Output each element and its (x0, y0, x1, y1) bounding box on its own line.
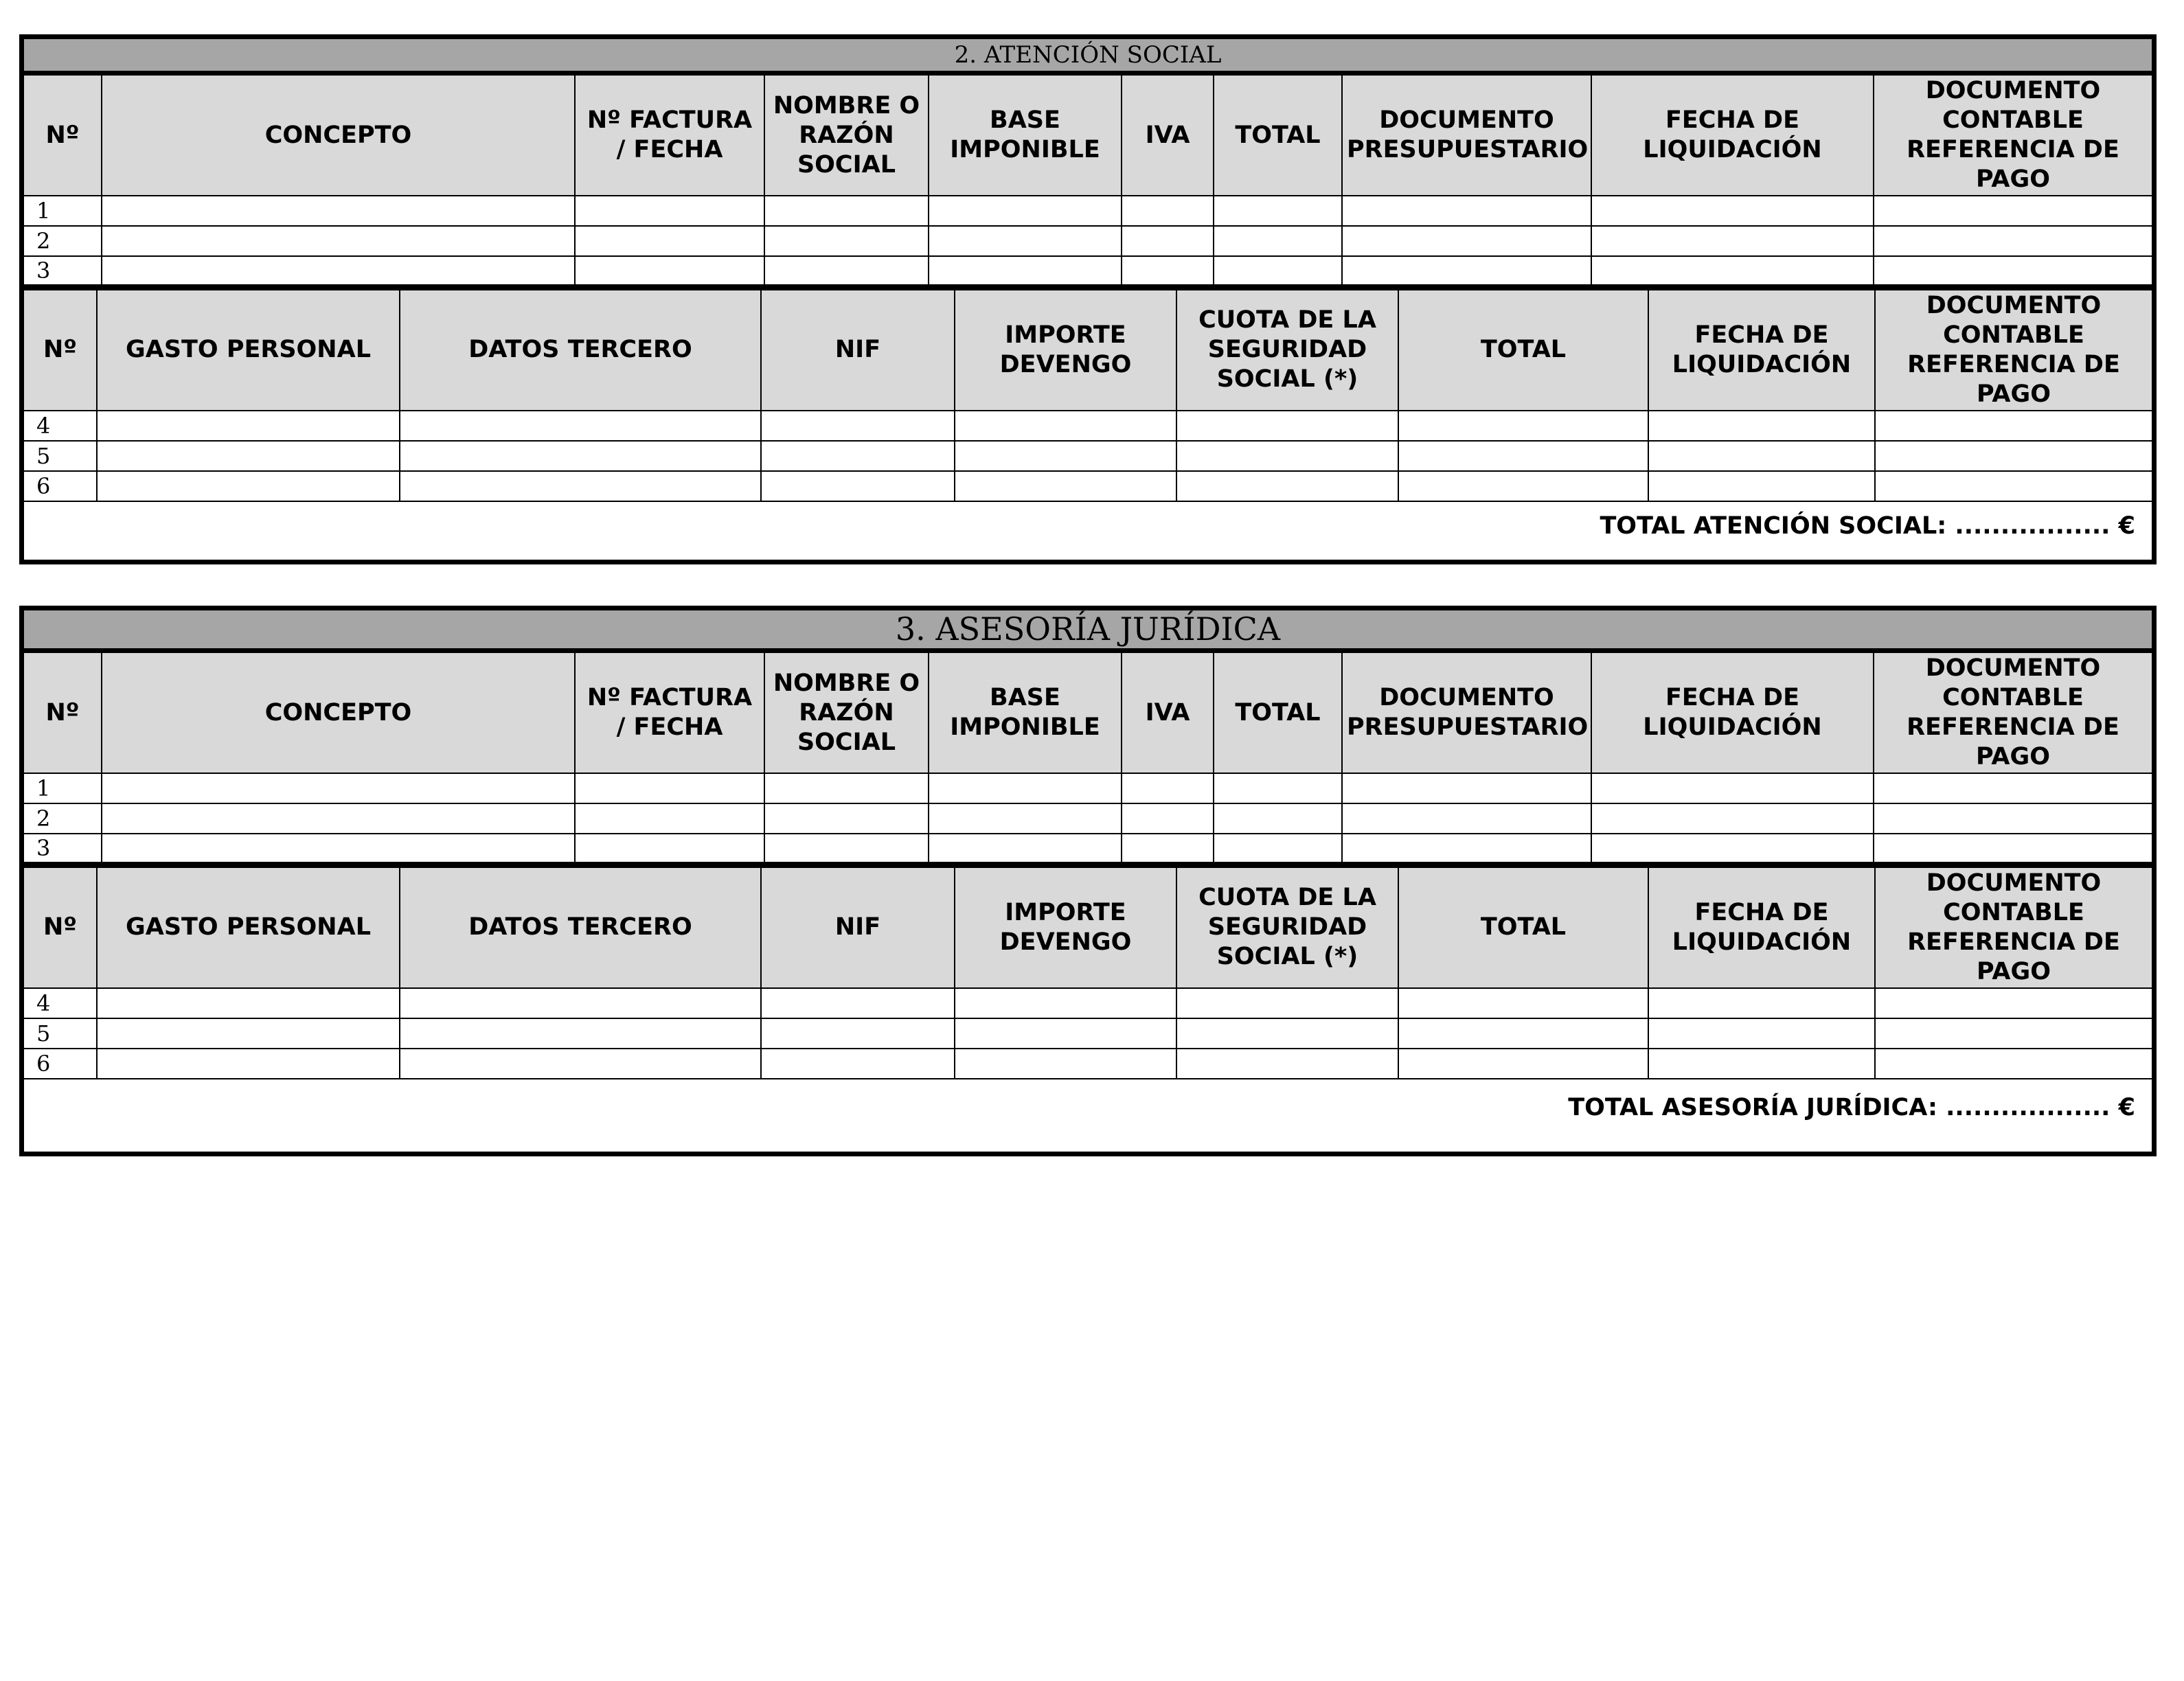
header-importe-devengo: IMPORTE DEVENGO (955, 290, 1176, 411)
header-documento-contable: DOCUMENTO CONTABLE REFERENCIA DE PAGO (1875, 290, 2152, 411)
header-nif: NIF (761, 290, 955, 411)
header-fecha-liquidacion: FECHA DE LIQUIDACIÓN (1648, 290, 1875, 411)
header-factura-fecha: Nº FACTURA / FECHA (575, 652, 764, 773)
table-cell[interactable] (1342, 226, 1591, 256)
table-cell[interactable] (400, 441, 761, 471)
table-cell[interactable] (764, 256, 929, 286)
table-cell[interactable] (1875, 1049, 2152, 1079)
table-cell[interactable] (97, 1049, 400, 1079)
header-base-imponible: BASE IMPONIBLE (929, 652, 1122, 773)
table-cell[interactable] (1591, 196, 1874, 226)
table-cell[interactable] (764, 834, 929, 864)
table-cell[interactable] (400, 988, 761, 1018)
table-cell[interactable] (1214, 803, 1342, 834)
header-nif: NIF (761, 867, 955, 988)
table-cell[interactable] (575, 196, 764, 226)
table-cell[interactable] (929, 256, 1122, 286)
personnel-table (24, 289, 2152, 502)
table-cell[interactable] (764, 196, 929, 226)
table-cell[interactable] (102, 256, 575, 286)
table-cell[interactable] (1122, 803, 1214, 834)
table-cell[interactable] (1591, 803, 1874, 834)
table-row (24, 803, 2152, 834)
table-cell[interactable] (1591, 226, 1874, 256)
table-header-row (24, 652, 2152, 773)
row-number: 3 (24, 834, 102, 864)
header-fecha-liquidacion: FECHA DE LIQUIDACIÓN (1648, 867, 1875, 988)
header-cuota-seguridad-social: CUOTA DE LA SEGURIDAD SOCIAL (*) (1176, 290, 1398, 411)
table-cell[interactable] (1398, 1018, 1648, 1049)
table-cell[interactable] (761, 1049, 955, 1079)
header-iva: IVA (1122, 75, 1214, 196)
row-number: 4 (24, 988, 97, 1018)
table-cell[interactable] (102, 196, 575, 226)
table-cell[interactable] (400, 411, 761, 441)
header-concepto: CONCEPTO (102, 652, 575, 773)
row-number: 6 (24, 471, 97, 501)
table-cell[interactable] (1398, 411, 1648, 441)
table-cell[interactable] (1874, 226, 2152, 256)
header-documento-contable: DOCUMENTO CONTABLE REFERENCIA DE PAGO (1874, 75, 2152, 196)
header-documento-presupuestario: DOCUMENTO PRESUPUESTARIO (1342, 652, 1591, 773)
personnel-table (24, 867, 2152, 1079)
table-cell[interactable] (1874, 773, 2152, 803)
table-cell[interactable] (764, 803, 929, 834)
table-cell[interactable] (1122, 834, 1214, 864)
table-cell[interactable] (1342, 256, 1591, 286)
table-cell[interactable] (929, 226, 1122, 256)
table-row (24, 196, 2152, 226)
table-cell[interactable] (955, 1049, 1176, 1079)
table-cell[interactable] (764, 226, 929, 256)
table-cell[interactable] (1398, 1049, 1648, 1079)
header-fecha-liquidacion: FECHA DE LIQUIDACIÓN (1591, 652, 1874, 773)
table-cell[interactable] (955, 441, 1176, 471)
header-concepto: CONCEPTO (102, 75, 575, 196)
row-number: 1 (24, 196, 102, 226)
table-row (24, 988, 2152, 1018)
table-cell[interactable] (1122, 196, 1214, 226)
row-number: 1 (24, 773, 102, 803)
section-title: 3. ASESORÍA JURÍDICA (24, 610, 2152, 652)
header-gasto-personal: GASTO PERSONAL (97, 867, 400, 988)
table-cell[interactable] (400, 1018, 761, 1049)
row-number: 3 (24, 256, 102, 286)
table-cell[interactable] (1214, 226, 1342, 256)
table-cell[interactable] (955, 411, 1176, 441)
table-cell[interactable] (1875, 471, 2152, 501)
table-cell[interactable] (97, 1018, 400, 1049)
table-cell[interactable] (1875, 441, 2152, 471)
table-cell[interactable] (1122, 773, 1214, 803)
table-cell[interactable] (1176, 411, 1398, 441)
table-cell[interactable] (1591, 256, 1874, 286)
invoice-table (24, 652, 2152, 867)
header-datos-tercero: DATOS TERCERO (400, 290, 761, 411)
table-cell[interactable] (575, 773, 764, 803)
table-cell[interactable] (1648, 471, 1875, 501)
table-cell[interactable] (1875, 988, 2152, 1018)
table-row (24, 773, 2152, 803)
table-cell[interactable] (1214, 834, 1342, 864)
table-cell[interactable] (1214, 196, 1342, 226)
header-base-imponible: BASE IMPONIBLE (929, 75, 1122, 196)
table-cell[interactable] (102, 773, 575, 803)
header-cuota-seguridad-social: CUOTA DE LA SEGURIDAD SOCIAL (*) (1176, 867, 1398, 988)
table-cell[interactable] (955, 988, 1176, 1018)
table-cell[interactable] (1342, 773, 1591, 803)
header-total: TOTAL (1214, 652, 1342, 773)
header-documento-presupuestario: DOCUMENTO PRESUPUESTARIO (1342, 75, 1591, 196)
table-cell[interactable] (1648, 1018, 1875, 1049)
table-cell[interactable] (1122, 256, 1214, 286)
header-nombre-razon-social: NOMBRE O RAZÓN SOCIAL (764, 652, 929, 773)
table-cell[interactable] (1874, 196, 2152, 226)
table-header-row (24, 75, 2152, 196)
table-cell[interactable] (400, 1049, 761, 1079)
table-cell[interactable] (1176, 471, 1398, 501)
header-nombre-razon-social: NOMBRE O RAZÓN SOCIAL (764, 75, 929, 196)
table-cell[interactable] (1398, 471, 1648, 501)
table-cell[interactable] (97, 441, 400, 471)
table-cell[interactable] (575, 256, 764, 286)
table-cell[interactable] (1648, 1049, 1875, 1079)
table-header-row (24, 867, 2152, 988)
table-cell[interactable] (929, 196, 1122, 226)
header-numero: Nº (24, 290, 97, 411)
table-row (24, 411, 2152, 441)
header-iva: IVA (1122, 652, 1214, 773)
header-datos-tercero: DATOS TERCERO (400, 867, 761, 988)
table-row (24, 471, 2152, 501)
table-cell[interactable] (97, 411, 400, 441)
table-cell[interactable] (1176, 988, 1398, 1018)
table-cell[interactable] (764, 773, 929, 803)
table-cell[interactable] (929, 803, 1122, 834)
table-row (24, 1049, 2152, 1079)
table-cell[interactable] (1591, 773, 1874, 803)
table-cell[interactable] (1342, 196, 1591, 226)
table-cell[interactable] (102, 803, 575, 834)
table-row (24, 1018, 2152, 1049)
header-total: TOTAL (1398, 867, 1648, 988)
table-cell[interactable] (1342, 834, 1591, 864)
table-cell[interactable] (761, 988, 955, 1018)
header-importe-devengo: IMPORTE DEVENGO (955, 867, 1176, 988)
table-cell[interactable] (1176, 1049, 1398, 1079)
section-atencion-social (19, 34, 2157, 564)
header-fecha-liquidacion: FECHA DE LIQUIDACIÓN (1591, 75, 1874, 196)
table-cell[interactable] (1214, 256, 1342, 286)
header-total: TOTAL (1398, 290, 1648, 411)
table-row (24, 441, 2152, 471)
header-gasto-personal: GASTO PERSONAL (97, 290, 400, 411)
table-cell[interactable] (1398, 988, 1648, 1018)
table-cell[interactable] (1342, 803, 1591, 834)
header-documento-contable: DOCUMENTO CONTABLE REFERENCIA DE PAGO (1874, 652, 2152, 773)
table-cell[interactable] (1648, 441, 1875, 471)
section-total: TOTAL ATENCIÓN SOCIAL: ................. € (1600, 512, 2135, 540)
table-cell[interactable] (1874, 803, 2152, 834)
table-cell[interactable] (1874, 834, 2152, 864)
row-number: 6 (24, 1049, 97, 1079)
table-cell[interactable] (1874, 256, 2152, 286)
table-cell[interactable] (97, 471, 400, 501)
table-cell[interactable] (1122, 226, 1214, 256)
table-cell[interactable] (97, 988, 400, 1018)
header-numero: Nº (24, 652, 102, 773)
table-cell[interactable] (761, 441, 955, 471)
header-documento-contable: DOCUMENTO CONTABLE REFERENCIA DE PAGO (1875, 867, 2152, 988)
row-number: 4 (24, 411, 97, 441)
table-cell[interactable] (1648, 411, 1875, 441)
invoice-table (24, 74, 2152, 289)
header-factura-fecha: Nº FACTURA / FECHA (575, 75, 764, 196)
table-cell[interactable] (929, 773, 1122, 803)
table-cell[interactable] (102, 226, 575, 256)
table-cell[interactable] (1875, 411, 2152, 441)
table-cell[interactable] (1648, 988, 1875, 1018)
table-cell[interactable] (1398, 441, 1648, 471)
table-cell[interactable] (761, 1018, 955, 1049)
header-numero: Nº (24, 867, 97, 988)
row-number: 5 (24, 1018, 97, 1049)
table-cell[interactable] (1176, 441, 1398, 471)
header-numero: Nº (24, 75, 102, 196)
section-title: 2. ATENCIÓN SOCIAL (24, 39, 2152, 74)
table-cell[interactable] (761, 471, 955, 501)
table-cell[interactable] (1214, 773, 1342, 803)
table-cell[interactable] (575, 834, 764, 864)
row-number: 5 (24, 441, 97, 471)
table-cell[interactable] (955, 1018, 1176, 1049)
table-cell[interactable] (955, 471, 1176, 501)
table-cell[interactable] (102, 834, 575, 864)
table-cell[interactable] (1176, 1018, 1398, 1049)
header-total: TOTAL (1214, 75, 1342, 196)
section-total: TOTAL ASESORÍA JURÍDICA: .................. € (1568, 1093, 2135, 1121)
table-row (24, 256, 2152, 286)
table-cell[interactable] (400, 471, 761, 501)
row-number: 2 (24, 226, 102, 256)
table-cell[interactable] (1591, 834, 1874, 864)
table-cell[interactable] (575, 226, 764, 256)
table-cell[interactable] (1875, 1018, 2152, 1049)
section-asesoria-juridica (19, 606, 2157, 1156)
table-row (24, 226, 2152, 256)
table-cell[interactable] (929, 834, 1122, 864)
table-cell[interactable] (575, 803, 764, 834)
row-number: 2 (24, 803, 102, 834)
table-header-row (24, 290, 2152, 411)
table-cell[interactable] (761, 411, 955, 441)
table-row (24, 834, 2152, 864)
